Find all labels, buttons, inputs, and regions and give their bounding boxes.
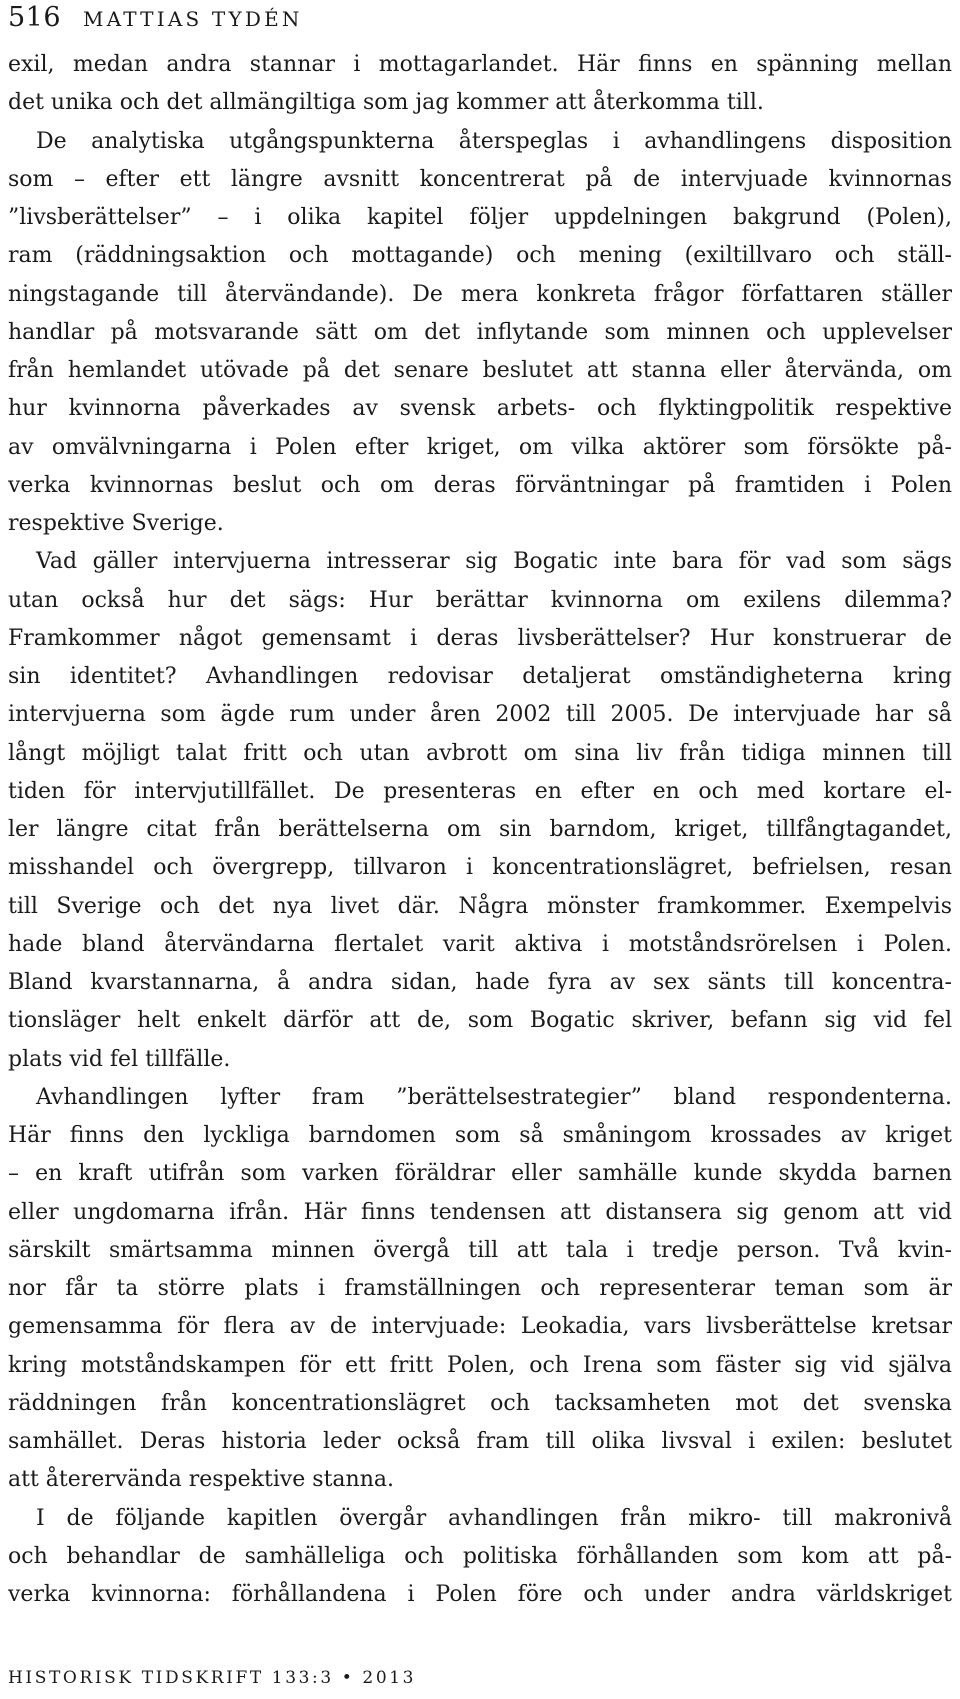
text-line: nor får ta större plats i framställningen och representerar teman som är	[8, 1276, 952, 1301]
text-line: hade bland återvändarna flertalet varit aktiva i motståndsrörelsen i Polen.	[8, 931, 952, 957]
text-line: Bland kvarstannarna, å andra sidan, hade fyra av sex sänts till koncentra-	[8, 970, 952, 995]
text-line: Avhandlingen lyfter fram ”berättelsestrategier” bland respondenterna.	[36, 1084, 952, 1110]
text-line: verka kvinnorna: förhållandena i Polen före och under andra världskriget	[8, 1582, 952, 1607]
text-line: De analytiska utgångspunkterna återspeglas i avhandlingens disposition	[36, 128, 952, 154]
text-line: sin identitet? Avhandlingen redovisar detaljerat omständigheterna kring	[8, 664, 952, 689]
text-line: tionsläger helt enkelt därför att de, som Bogatic skriver, befann sig vid fel	[8, 1008, 952, 1034]
text-line: respektive Sverige.	[8, 511, 224, 536]
text-line: som – efter ett längre avsnitt koncentrerat på de intervjuade kvinnornas	[8, 166, 952, 192]
text-line: det unika och det allmängiltiga som jag kommer att återkomma till.	[8, 90, 764, 116]
text-line: tiden för intervjutillfället. De presenteras en efter en och med kortare el-	[8, 778, 952, 804]
text-line: särskilt smärtsamma minnen övergå till att tala i tredje person. Två kvin-	[8, 1237, 952, 1263]
text-line: exil, medan andra stannar i mottagarlandet. Här finns en spänning mellan	[8, 52, 952, 77]
paragraph	[8, 543, 952, 1079]
journal-footer: HISTORISK TIDSKRIFT 133:3 • 2013	[8, 1668, 417, 1688]
text-line: – en kraft utifrån som varken föräldrar eller samhälle kunde skydda barnen	[8, 1161, 952, 1187]
text-line: att återervända respektive stanna.	[8, 1467, 394, 1493]
page-number: 516	[8, 2, 62, 33]
text-line: och behandlar de samhälleliga och politiska förhållanden som kom att på-	[8, 1543, 952, 1569]
paragraph	[8, 46, 952, 123]
text-line: ram (räddningsaktion och mottagande) och mening (exiltillvaro och ställ-	[8, 243, 952, 269]
text-line: ler längre citat från berättelserna om sin barndom, kriget, tillfångtagandet,	[8, 817, 952, 842]
text-line: till Sverige och det nya livet där. Några mönster framkommer. Exempelvis	[8, 893, 952, 919]
text-line: misshandel och övergrepp, tillvaron i koncentrationslägret, befrielsen, resan	[8, 855, 952, 881]
text-line: Vad gäller intervjuerna intresserar sig Bogatic inte bara för vad som sägs	[36, 549, 952, 575]
running-head	[8, 2, 303, 36]
text-line: intervjuerna som ägde rum under åren 2002 till 2005. De intervjuade har så	[8, 702, 952, 728]
text-line: samhället. Deras historia leder också fram till olika livsval i exilen: beslutet	[8, 1429, 952, 1454]
text-line: långt möjligt talat fritt och utan avbrott om sina liv från tidiga minnen till	[8, 740, 952, 766]
text-line: handlar på motsvarande sätt om det inflytande som minnen och upplevelser	[8, 319, 952, 345]
text-line: ningstagande till återvändande). De mera konkreta frågor författaren ställer	[8, 281, 952, 307]
text-line: från hemlandet utövade på det senare beslutet att stanna eller återvända, om	[8, 358, 952, 383]
text-line: kring motståndskampen för ett fritt Polen, och Irena som fäster sig vid själva	[8, 1352, 952, 1378]
text-line: utan också hur det sägs: Hur berättar kvinnorna om exilens dilemma?	[8, 587, 952, 613]
text-line: plats vid fel tillfälle.	[8, 1046, 231, 1072]
body-text	[8, 46, 952, 1614]
text-line: Framkommer något gemensamt i deras livsberättelser? Hur konstruerar de	[8, 625, 952, 651]
running-head-author: MATTIAS TYDÉN	[83, 7, 303, 31]
text-line: eller ungdomarna ifrån. Här finns tendensen att distansera sig genom att vid	[8, 1199, 952, 1225]
text-line: Här finns den lyckliga barndomen som så småningom krossades av kriget	[8, 1123, 952, 1148]
text-line: gemensamma för flera av de intervjuade: Leokadia, vars livsberättelse kretsar	[8, 1314, 952, 1340]
text-line: hur kvinnorna påverkades av svensk arbets- och flyktingpolitik respektive	[8, 396, 952, 422]
paragraph	[8, 123, 952, 544]
text-line: räddningen från koncentrationslägret och tacksamheten mot det svenska	[8, 1390, 952, 1416]
text-line: ”livsberättelser” – i olika kapitel följer uppdelningen bakgrund (Polen),	[8, 205, 952, 230]
text-line: av omvälvningarna i Polen efter kriget, om vilka aktörer som försökte på-	[8, 434, 952, 460]
paragraph	[8, 1079, 952, 1500]
text-line: verka kvinnornas beslut och om deras förväntningar på framtiden i Polen	[8, 472, 952, 498]
paragraph	[8, 1500, 952, 1615]
text-line: I de följande kapitlen övergår avhandlingen från mikro- till makronivå	[36, 1505, 952, 1531]
